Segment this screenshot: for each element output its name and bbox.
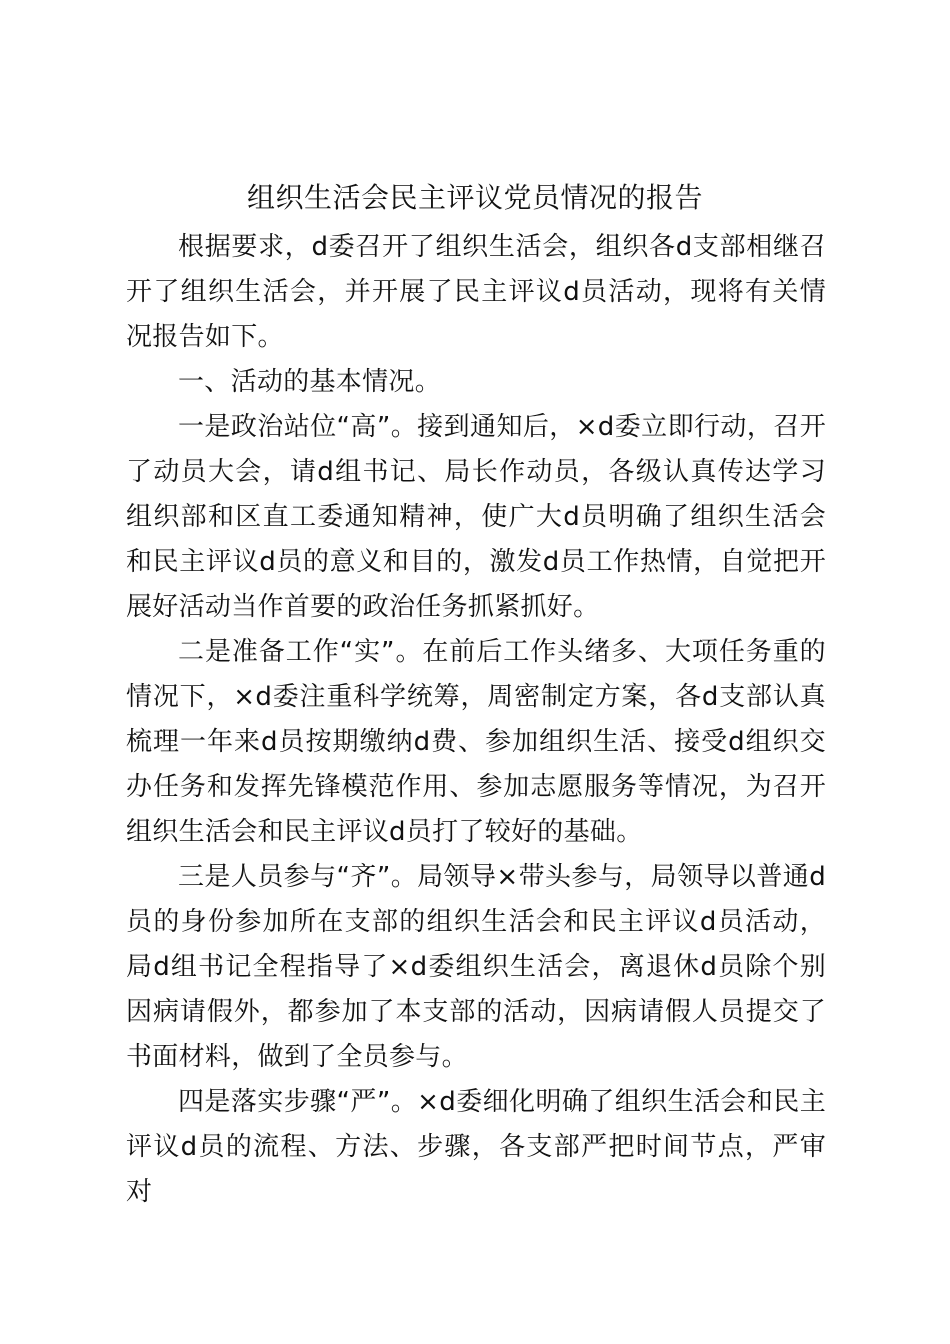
paragraph-point-3: 三是人员参与“齐”。局领导×带头参与，局领导以普通d员的身份参加所在支部的组织生活会和民主评议d员活动，局d组书记全程指导了×d委组织生活会，离退休d员除个别因病请假外，都参加了本支部的活动，因病请假人员提交了书面材料，做到了全员参与。 bbox=[126, 862, 826, 1072]
paragraph-point-4: 四是落实步骤“严”。×d委细化明确了组织生活会和民主评议d员的流程、方法、步骤，各支部严把时间节点，严审对 bbox=[126, 1087, 826, 1207]
paragraph-point-1: 一是政治站位“高”。接到通知后，×d委立即行动，召开了动员大会，请d组书记、局长作动员，各级认真传达学习组织部和区直工委通知精神，使广大d员明确了组织生活会和民主评议d员的意义和目的，激发d员工作热情，自觉把开展好活动当作首要的政治任务抓紧抓好。 bbox=[126, 412, 826, 622]
paragraph-point-2: 二是准备工作“实”。在前后工作头绪多、大项任务重的情况下，×d委注重科学统筹，周密制定方案，各d支部认真梳理一年来d员按期缴纳d费、参加组织生活、接受d组织交办任务和发挥先锋模范作用、参加志愿服务等情况，为召开组织生活会和民主评议d员打了较好的基础。 bbox=[126, 637, 826, 847]
document-title: 组织生活会民主评议党员情况的报告 bbox=[246, 181, 703, 214]
paragraph-section-heading: 一、活动的基本情况。 bbox=[178, 367, 442, 397]
paragraph-intro: 根据要求，d委召开了组织生活会，组织各d支部相继召开了组织生活会，并开展了民主评议d员活动，现将有关情况报告如下。 bbox=[126, 232, 826, 352]
document-body bbox=[126, 225, 826, 1215]
